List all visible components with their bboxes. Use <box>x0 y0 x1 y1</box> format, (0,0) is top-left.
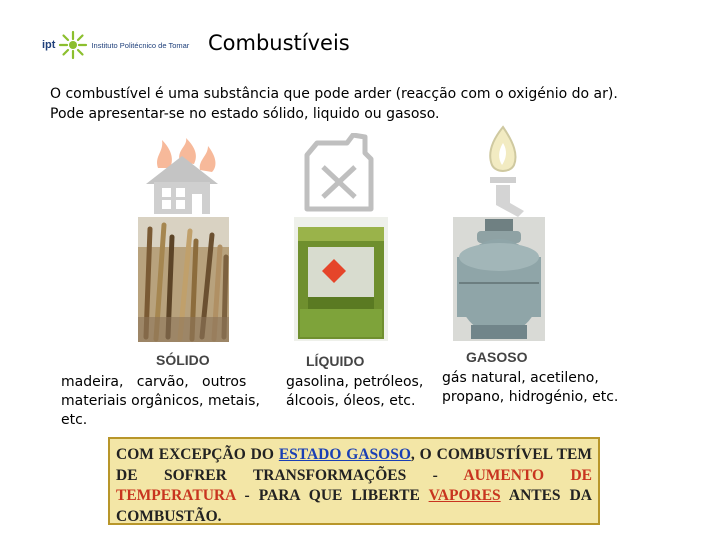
house-fire-icon <box>136 138 228 216</box>
caption-liquid: LÍQUIDO <box>306 353 365 369</box>
notice-gas-state-highlight: ESTADO GASOSO <box>278 446 411 463</box>
notice-text-3: - PARA QUE LIBERTE <box>235 487 429 504</box>
combustion-notice-box <box>108 437 600 525</box>
caption-gas: GASOSO <box>466 349 528 365</box>
description-gas <box>442 369 642 407</box>
logo-institution-name: Instituto Politécnico de Tomar <box>91 40 190 50</box>
description-solid-line-1: madeira, carvão, outros <box>61 374 247 390</box>
description-gas-line-2: propano, hidrogénio, etc. <box>442 389 619 405</box>
notice-text-1: COM EXCEPÇÃO DO <box>116 446 279 463</box>
logo-short-name: ipt <box>42 39 56 51</box>
caption-solid: SÓLIDO <box>156 352 210 368</box>
description-liquid-line-2: álcoois, óleos, etc. <box>286 393 416 409</box>
notice-text-2: , O COMBUSTÍVEL TEM DE SOFRER TRANSFORMAÇÕES - <box>116 446 592 484</box>
gas-cylinder-photo <box>453 217 545 341</box>
intro-text <box>50 84 690 124</box>
notice-text-4: ANTES DA COMBUSTÃO. <box>116 487 592 525</box>
intro-line-1: O combustível é uma substância que pode arder (reacção com o oxigénio do ar). <box>50 86 618 102</box>
intro-line-2: Pode apresentar-se no estado sólido, liquido ou gasoso. <box>50 106 440 122</box>
wood-photo <box>138 217 229 342</box>
jerrycan-icon <box>303 133 375 213</box>
liquid-container-photo <box>294 217 388 341</box>
institution-logo <box>42 28 197 62</box>
notice-vapours-highlight: VAPORES <box>428 487 501 504</box>
description-gas-line-1: gás natural, acetileno, <box>442 370 599 386</box>
description-solid-line-3: etc. <box>61 412 88 428</box>
description-solid <box>61 373 271 430</box>
description-solid-line-2: materiais orgânicos, metais, <box>61 393 260 409</box>
page-title: Combustíveis <box>208 31 350 55</box>
description-liquid-line-1: gasolina, petróleos, <box>286 374 424 390</box>
sun-logo-icon <box>58 30 88 60</box>
description-liquid <box>286 373 446 411</box>
gas-flame-icon <box>478 125 528 217</box>
notice-temperature-highlight: AUMENTO DE TEMPERATURA <box>116 466 593 504</box>
